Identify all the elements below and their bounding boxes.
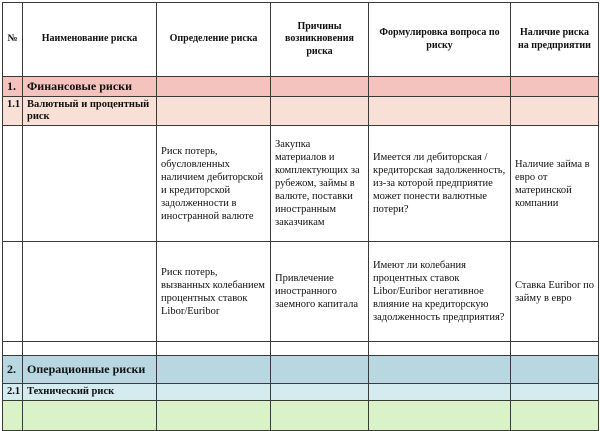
risk-question: Имеют ли колебания процентных ставок Libor/Euribor негативное влияние на кредиторскую задолженность предприятия? (369, 242, 511, 342)
empty-cell (369, 342, 511, 356)
empty-cell (23, 126, 157, 242)
section-num: 1. (3, 77, 23, 97)
empty-cell (3, 126, 23, 242)
subsection-row-currency (3, 97, 599, 126)
empty-cell (3, 242, 23, 342)
empty-cell (23, 342, 157, 356)
empty-cell (271, 342, 369, 356)
section-row-finance (3, 77, 599, 97)
empty-cell (511, 356, 599, 384)
risk-presence: Наличие займа в евро от материнской компании (511, 126, 599, 242)
table-row (3, 242, 599, 342)
empty-cell (271, 401, 369, 431)
header-presence: Наличие риска на предприятии (511, 3, 599, 77)
empty-cell (271, 97, 369, 126)
header-question: Формулировка вопроса по риску (369, 3, 511, 77)
empty-cell (511, 342, 599, 356)
spacer-row (3, 342, 599, 356)
risk-definition: Риск потерь, вызванных колебанием процентных ставок Libor/Euribor (157, 242, 271, 342)
subsection-title: Валютный и процентный риск (23, 97, 157, 126)
empty-cell (157, 356, 271, 384)
empty-cell (157, 342, 271, 356)
empty-cell (3, 342, 23, 356)
subsection-row-technical (3, 384, 599, 401)
section-row-operations (3, 356, 599, 384)
header-causes: Причины возникновения риска (271, 3, 369, 77)
header-num: № (3, 3, 23, 77)
empty-cell (369, 97, 511, 126)
empty-cell (511, 401, 599, 431)
section-title: Операционные риски (23, 356, 157, 384)
risk-presence: Ставка Euribor по займу в евро (511, 242, 599, 342)
risk-definition: Риск потерь, обусловленных наличием дебиторской и кредиторской задолженности в иностранной валюте (157, 126, 271, 242)
subsection-num: 1.1 (3, 97, 23, 126)
empty-cell (271, 356, 369, 384)
section-title: Финансовые риски (23, 77, 157, 97)
empty-cell (369, 384, 511, 401)
empty-cell (511, 97, 599, 126)
empty-cell (369, 77, 511, 97)
empty-cell (157, 77, 271, 97)
empty-cell (157, 401, 271, 431)
empty-cell (3, 401, 23, 431)
risk-causes: Закупка материалов и комплектующих за рубежом, займы в валюте, поставки иностранным заказчикам (271, 126, 369, 242)
section-num: 2. (3, 356, 23, 384)
empty-cell (157, 384, 271, 401)
header-name: Наименование риска (23, 3, 157, 77)
empty-cell (271, 77, 369, 97)
empty-cell (23, 401, 157, 431)
empty-cell (369, 356, 511, 384)
empty-cell (157, 97, 271, 126)
subsection-title: Технический риск (23, 384, 157, 401)
table-row (3, 126, 599, 242)
header-row (3, 3, 599, 77)
empty-cell (511, 77, 599, 97)
header-definition: Определение риска (157, 3, 271, 77)
risk-table (2, 2, 599, 431)
risk-causes: Привлечение иностранного заемного капитала (271, 242, 369, 342)
risk-question: Имеется ли дебиторская / кредиторская задолженность, из-за которой предприятие может понести валютные потери? (369, 126, 511, 242)
empty-cell (271, 384, 369, 401)
table-row-cut-off (3, 401, 599, 431)
empty-cell (369, 401, 511, 431)
empty-cell (511, 384, 599, 401)
empty-cell (23, 242, 157, 342)
subsection-num: 2.1 (3, 384, 23, 401)
